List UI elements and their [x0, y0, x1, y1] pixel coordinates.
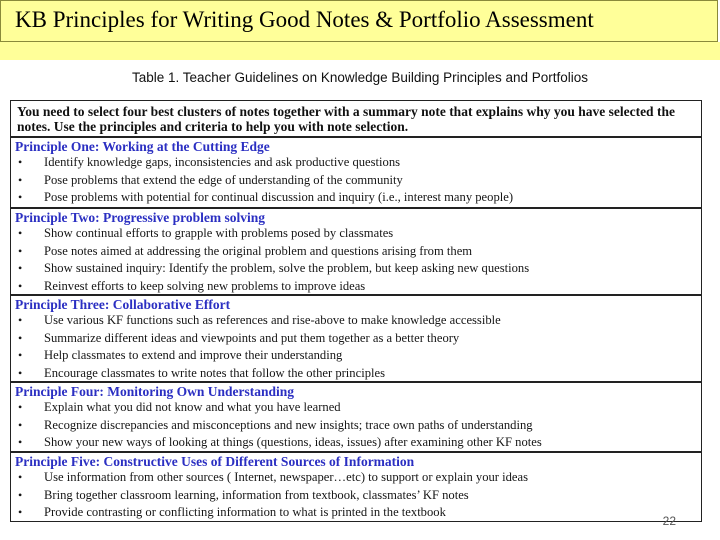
bullet-icon: •	[18, 261, 23, 275]
principle-three-section	[10, 295, 702, 382]
item-text: Show your new ways of looking at things (questions, ideas, issues) after examining other KF notes	[44, 435, 542, 449]
principle-heading: Principle One: Working at the Cutting Edge	[15, 139, 270, 154]
list-item	[11, 312, 701, 330]
item-text: Recognize discrepancies and misconceptions and new insights; trace own paths of understanding	[44, 417, 533, 432]
item-text: Encourage classmates to write notes that follow the other principles	[44, 365, 385, 380]
bullet-icon: •	[18, 435, 23, 449]
page-number: 22	[662, 514, 676, 528]
intro-text: You need to select four best clusters of notes together with a summary note that explains why you have selected the notes. Use the principles and criteria to help you with note selection.	[17, 104, 675, 134]
item-text: Explain what you did not know and what you have learned	[44, 400, 341, 414]
item-text: Identify knowledge gaps, inconsistencies and ask productive questions	[44, 155, 401, 169]
bullet-icon: •	[18, 365, 23, 380]
item-text: Use various KF functions such as references and rise-above to make knowledge accessible	[44, 313, 501, 327]
list-item	[11, 225, 701, 243]
bullet-icon: •	[18, 487, 23, 502]
bullet-icon: •	[18, 400, 23, 414]
list-item	[11, 469, 701, 487]
item-text: Reinvest efforts to keep solving new problems to improve ideas	[44, 278, 366, 293]
list-item	[11, 487, 701, 505]
bullet-icon: •	[18, 226, 23, 240]
bullet-icon: •	[18, 505, 23, 519]
item-text: Pose problems with potential for continual discussion and inquiry (i.e., interest many people)	[44, 190, 514, 204]
item-text: Summarize different ideas and viewpoints and put them together as a better theory	[44, 330, 460, 345]
item-text: Bring together classroom learning, information from textbook, classmates’ KF notes	[44, 487, 469, 502]
item-text: Provide contrasting or conflicting information to what is printed in the textbook	[44, 505, 446, 519]
list-item	[11, 330, 701, 348]
item-text: Use information from other sources ( Internet, newspaper…etc) to support or explain your ideas	[44, 470, 529, 484]
bullet-icon: •	[18, 348, 23, 362]
bullet-icon: •	[18, 330, 23, 345]
bullet-icon: •	[18, 243, 23, 258]
list-item	[11, 347, 701, 365]
item-text: Show continual efforts to grapple with problems posed by classmates	[44, 226, 394, 240]
slide-title-bar	[0, 0, 718, 42]
list-item	[11, 504, 701, 522]
item-text: Show sustained inquiry: Identify the problem, solve the problem, but keep asking new questions	[44, 261, 530, 275]
title-strip	[0, 42, 720, 60]
list-item	[11, 365, 701, 383]
bullet-icon: •	[18, 172, 23, 187]
list-item	[11, 172, 701, 190]
bullet-icon: •	[18, 417, 23, 432]
item-text: Pose notes aimed at addressing the original problem and questions arising from them	[44, 243, 473, 258]
list-item	[11, 243, 701, 261]
principle-five-section	[10, 452, 702, 522]
list-item	[11, 154, 701, 172]
guidelines-table	[10, 100, 702, 520]
list-item	[11, 399, 701, 417]
table-caption: Table 1. Teacher Guidelines on Knowledge Building Principles and Portfolios	[131, 70, 589, 85]
principle-heading: Principle Four: Monitoring Own Understanding	[15, 384, 295, 399]
principle-heading: Principle Three: Collaborative Effort	[15, 297, 231, 312]
bullet-icon: •	[18, 155, 23, 169]
list-item	[11, 278, 701, 296]
list-item	[11, 260, 701, 278]
intro-section	[10, 100, 702, 137]
item-text: Pose problems that extend the edge of understanding of the community	[44, 172, 403, 187]
bullet-icon: •	[18, 278, 23, 293]
bullet-icon: •	[18, 470, 23, 484]
slide-title: KB Principles for Writing Good Notes & Portfolio Assessment	[15, 7, 594, 32]
item-text: Help classmates to extend and improve their understanding	[44, 348, 343, 362]
list-item	[11, 417, 701, 435]
principle-two-section	[10, 208, 702, 295]
principle-one-section	[10, 137, 702, 208]
list-item	[11, 434, 701, 452]
bullet-icon: •	[18, 190, 23, 204]
list-item	[11, 189, 701, 207]
principle-heading: Principle Two: Progressive problem solving	[15, 210, 265, 225]
principle-heading: Principle Five: Constructive Uses of Different Sources of Information	[15, 454, 415, 469]
bullet-icon: •	[18, 313, 23, 327]
principle-four-section	[10, 382, 702, 452]
